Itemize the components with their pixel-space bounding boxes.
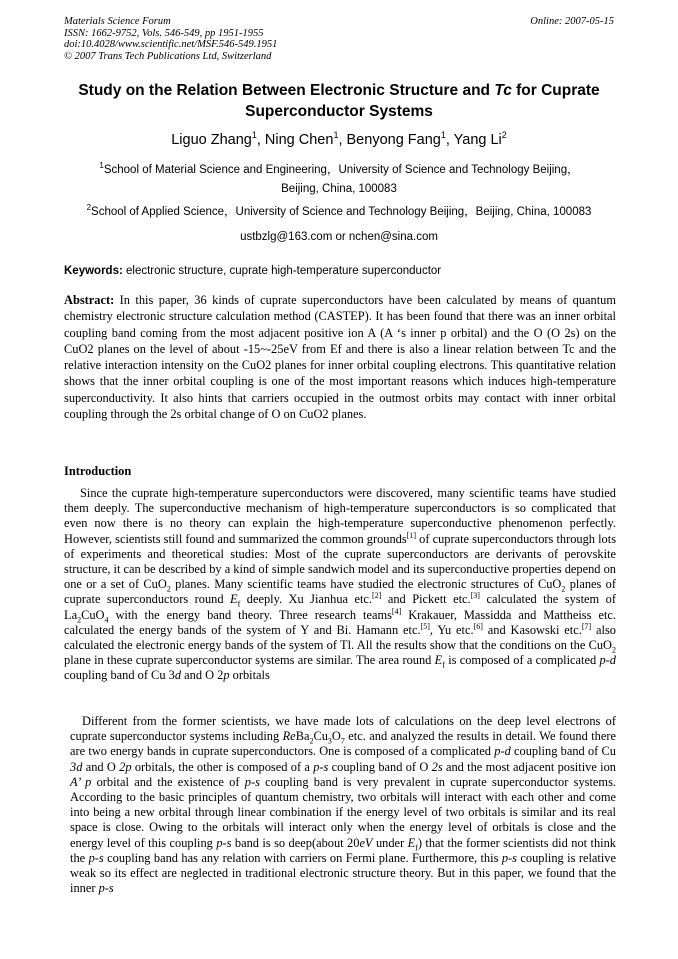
citation[interactable]: [3] [470, 591, 480, 601]
text-run: Since the cuprate high-temperature superconductors were discovered, many scientific teams have studied them deeply. The superconductive mechanism of high-temperature superconductors is so complicated that even now there is no theory can explain the high-temperature superconductive phenomenon perfectly. However, scientists still found and summarized the common grounds [64, 486, 616, 546]
affiliation-1 [50, 161, 628, 199]
symbol: p-s [216, 835, 232, 850]
citation[interactable]: [7] [581, 621, 592, 631]
subscript: 7 [340, 736, 345, 746]
symbol: E [230, 592, 238, 607]
text-run: planes of cuprate superconductors round [64, 577, 616, 607]
author-list: Liguo Zhang$^1$, Ning Chen$^1$, Benyong Fang$^1$, Yang Li$^2$ [171, 130, 507, 148]
author-affiliation-mark: 2 [501, 130, 507, 141]
abstract-label: Abstract: [64, 293, 115, 307]
symbol: p-s [501, 850, 517, 865]
text-run: also calculated the electronic energy bands of the system of Tl. All the results show that the conditions on the CuO [64, 622, 616, 653]
text-run: orbital and the existence of [91, 774, 245, 789]
affiliation-number: 2 [86, 203, 92, 213]
title-line-2: Superconductor Systems [245, 103, 433, 120]
keywords-text: electronic structure, cuprate high-temperature superconductor [122, 265, 442, 277]
text-run: under [372, 835, 408, 850]
citation[interactable]: [4] [391, 606, 402, 616]
issn-line: ISSN: 1662-9752, Vols. 546-549, pp 1951-1955 [64, 27, 264, 39]
affiliation-2-text: School of Applied Science，University of Science and Technology Beijing，Beijing, China, 100083 [91, 206, 592, 218]
subscript: f [237, 599, 241, 609]
text-run: coupling band has any relation with carriers on Fermi plane. Furthermore, this [103, 850, 502, 865]
symbol: p-s [313, 759, 329, 774]
symbol: 3d [70, 759, 83, 774]
text-run: and the most adjacent positive ion [442, 759, 616, 774]
subscript: 2 [166, 584, 171, 594]
text-run: with the energy band theory. Three research teams [108, 607, 392, 622]
subscript: 2 [612, 645, 616, 655]
symbol: p-s [98, 881, 114, 896]
symbol: 2p [119, 759, 132, 774]
text-run: and O 2 [181, 668, 224, 683]
author-name: Benyong Fang [346, 132, 441, 148]
text-run: ) that the former scientists did not think the [70, 835, 616, 865]
text-run: coupling band of Cu 3 [64, 668, 175, 683]
author-name: Yang Li [453, 132, 502, 148]
text-run: and O [82, 759, 120, 774]
text-run: band is so deep(about 20 [231, 835, 360, 850]
subscript: 2 [561, 584, 566, 594]
symbol: p-s [88, 850, 104, 865]
text-run: CuO [81, 607, 105, 622]
text-run: , Yu etc. [429, 622, 474, 637]
symbol: p [223, 668, 230, 683]
text-run: O [331, 729, 341, 744]
symbol: A’ p [70, 774, 92, 789]
introduction-paragraph-2 [70, 714, 616, 896]
author-name: Liguo Zhang [171, 132, 252, 148]
citation[interactable]: [6] [473, 621, 483, 631]
author-affiliation-mark: 1 [440, 130, 446, 141]
text-run: calculated the system of La [64, 592, 616, 622]
text-run: Ba [295, 729, 310, 744]
abstract-text: In this paper, 36 kinds of cuprate superconductors have been calculated by means of quantum chemistry electronic structure calculation method (CASTEP). It has been found that there was an inner orbital coupling band coming from the most adjacent positive ion A (A ‘s inner p orbital) and the O (O 2s) on the CuO2 planes on the level of about -15~-25eV from Ef and there is also a linear relation between Tc and the relative interaction intensity on the CuO2 planes for inner orbital coupling electrons. This quantitative relation shows that the inner orbital coupling is one of the most important reasons which induces high-temperature superconductivity. It also hints that carriers occupied in the outmost orbits may contact with inner orbital coupling through the 2s orbital change of O on CuO2 planes. [64, 293, 616, 422]
citation[interactable]: [1] [406, 530, 417, 540]
journal-name: Materials Science Forum [64, 16, 171, 27]
keywords-label: Keywords: [64, 265, 123, 277]
subscript: 2 [77, 615, 82, 625]
text-run: of cuprate superconductors through lots of experiments and theoretical studies: Most of the cuprate superconductors are derivants of perovskite structure, it can be described by a kind of simple sandwich model and its superconductive properties depend on one or a set of CuO [64, 531, 617, 592]
symbol: Re [282, 729, 296, 744]
text-run: coupling is relative weak so its effect are neglected in traditional electronic structure theory. But in this paper, we found that the inner [70, 850, 616, 896]
subscript: f [415, 843, 418, 853]
keywords [64, 263, 616, 279]
introduction-paragraph-1 [64, 486, 616, 684]
abstract [64, 292, 616, 422]
symbol: p-d [599, 653, 617, 668]
text-run: plane in these cuprate superconductor systems are similar. The area round [64, 653, 435, 668]
author-affiliation-mark: 1 [333, 130, 339, 141]
text-run: coupling band of O [328, 759, 432, 774]
text-run: Krakauer, Massidda and Mattheiss etc. calculated the energy bands of the system of Y and Bi. Hamann etc. [64, 607, 616, 637]
online-date: Online: 2007-05-15 [530, 16, 614, 27]
symbol: E [407, 835, 416, 850]
text-run: planes. Many scientific teams have studied the electronic structures of CuO [170, 577, 562, 592]
citation[interactable]: [2] [372, 591, 382, 601]
symbol: eV [359, 835, 373, 850]
subscript: 4 [104, 615, 109, 625]
subscript: f [442, 660, 445, 670]
symbol: p-s [244, 774, 260, 789]
affiliation-1-line-1: School of Material Science and Engineering，University of Science and Technology Beijing， [103, 164, 579, 176]
symbol: E [434, 653, 443, 668]
title-tc: Tc [494, 82, 512, 99]
title-part-b: for Cuprate [511, 82, 600, 99]
symbol: 2s [431, 759, 443, 774]
affiliation-number: 1 [99, 161, 104, 171]
text-run: and Kasowski etc. [482, 622, 582, 637]
symbol: d [174, 668, 182, 683]
symbol: p-d [494, 744, 511, 759]
text-run: coupling band is very prevalent in cuprate superconductor systems. According to the basic principles of quantum chemistry, two orbitals will interact with each other and come into being a new orbital through linear combination if the energy level of two orbitals is similar and its real space is close. Owing to the orbitals will interact only when the energy level of orbitals is close and the energy level of this coupling [70, 774, 616, 850]
affiliation-2 [50, 203, 628, 222]
affiliation-1-line-2: Beijing, China, 100083 [281, 183, 397, 195]
text-run: is composed of a complicated [444, 653, 600, 668]
text-run: coupling band of Cu [510, 744, 616, 759]
author-affiliation-mark: 1 [251, 130, 257, 141]
paper-title [50, 80, 628, 122]
title-part-a: Study on the Relation Between Electronic Structure and [78, 82, 495, 99]
subscript: 2 [309, 736, 314, 746]
text-run: deeply. Xu Jianhua etc. [240, 592, 373, 607]
author-name: Ning Chen [264, 132, 334, 148]
subscript: 3 [327, 736, 332, 746]
text-run: orbitals [229, 668, 270, 683]
section-heading-introduction: Introduction [64, 464, 132, 478]
doi-line[interactable]: doi:10.4028/www.scientific.net/MSF.546-549.1951 [64, 39, 278, 50]
citation[interactable]: [5] [420, 621, 430, 631]
copyright-line: © 2007 Trans Tech Publications Ltd, Switzerland [64, 50, 272, 62]
text-run: and Pickett etc. [381, 592, 471, 607]
text-run: orbitals, the other is composed of a [131, 759, 314, 774]
text-run: Cu [313, 729, 328, 744]
journal-header [64, 16, 277, 62]
text-run: Different from the former scientists, we have made lots of calculations on the deep level electrons of cuprate superconductor systems including [70, 714, 616, 744]
contact-emails[interactable]: ustbzlg@163.com or nchen@sina.com [240, 231, 438, 243]
text-run: etc. and analyzed the results in detail. We found there are two energy bands in cuprate superconductors. One is composed of a complicated [70, 729, 617, 759]
